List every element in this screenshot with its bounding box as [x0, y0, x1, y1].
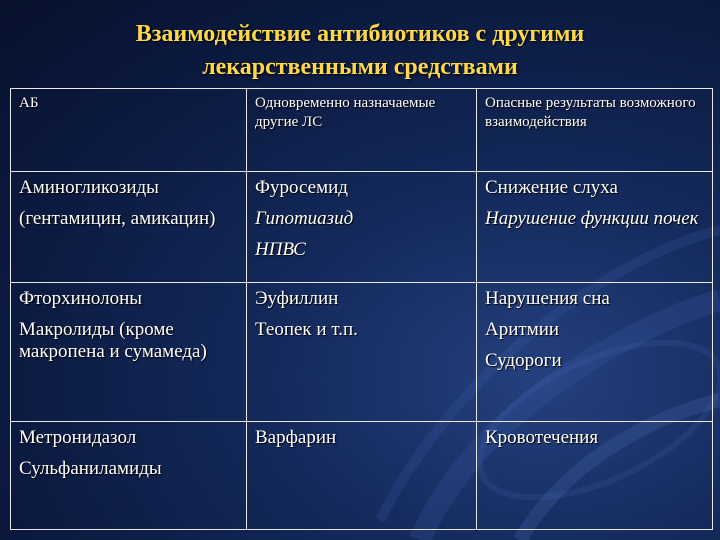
antibiotic-group: Метронидазол — [19, 427, 137, 448]
slide-title — [0, 18, 720, 84]
result-item: Аритмии — [485, 319, 560, 340]
cell-results — [477, 172, 713, 283]
table-header-row — [11, 89, 713, 172]
header-dangerous-results: Опасные результаты возможного взаимодействия — [477, 89, 713, 172]
other-drug: Варфарин — [255, 427, 337, 448]
cell-other-drugs — [247, 172, 477, 283]
slide-title-line-1: Взаимодействие антибиотиков с другими — [135, 21, 585, 47]
other-drug: Теопек и т.п. — [255, 319, 358, 340]
result-item: Нарушение функции почек — [485, 208, 699, 229]
result-item: Кровотечения — [485, 427, 599, 448]
cell-results — [477, 283, 713, 422]
cell-other-drugs — [247, 283, 477, 422]
cell-antibiotics — [11, 172, 247, 283]
result-item: Нарушения сна — [485, 288, 610, 309]
other-drug: Фуросемид — [255, 177, 348, 198]
other-drug: Эуфиллин — [255, 288, 339, 309]
result-item: Судороги — [485, 350, 562, 371]
antibiotic-group: Макролиды (кроме макропена и сумамеда) — [19, 319, 207, 362]
antibiotic-group: Сульфаниламиды — [19, 458, 162, 479]
antibiotic-group: Фторхинолоны — [19, 288, 143, 309]
header-other-drugs: Одновременно назначаемые другие ЛС — [247, 89, 477, 172]
cell-antibiotics — [11, 422, 247, 530]
antibiotic-group: Аминогликозиды — [19, 177, 159, 198]
table-row — [11, 422, 713, 530]
table-row — [11, 172, 713, 283]
other-drug: НПВС — [255, 239, 306, 260]
cell-results — [477, 422, 713, 530]
drug-interactions-table — [10, 88, 713, 530]
result-item: Снижение слуха — [485, 177, 618, 198]
other-drug: Гипотиазид — [255, 208, 354, 229]
cell-other-drugs — [247, 422, 477, 530]
cell-antibiotics — [11, 283, 247, 422]
slide-title-line-2: лекарственными средствами — [202, 54, 518, 80]
antibiotic-examples: (гентамицин, амикацин) — [19, 208, 216, 229]
header-antibiotics: АБ — [11, 89, 247, 172]
table-row — [11, 283, 713, 422]
